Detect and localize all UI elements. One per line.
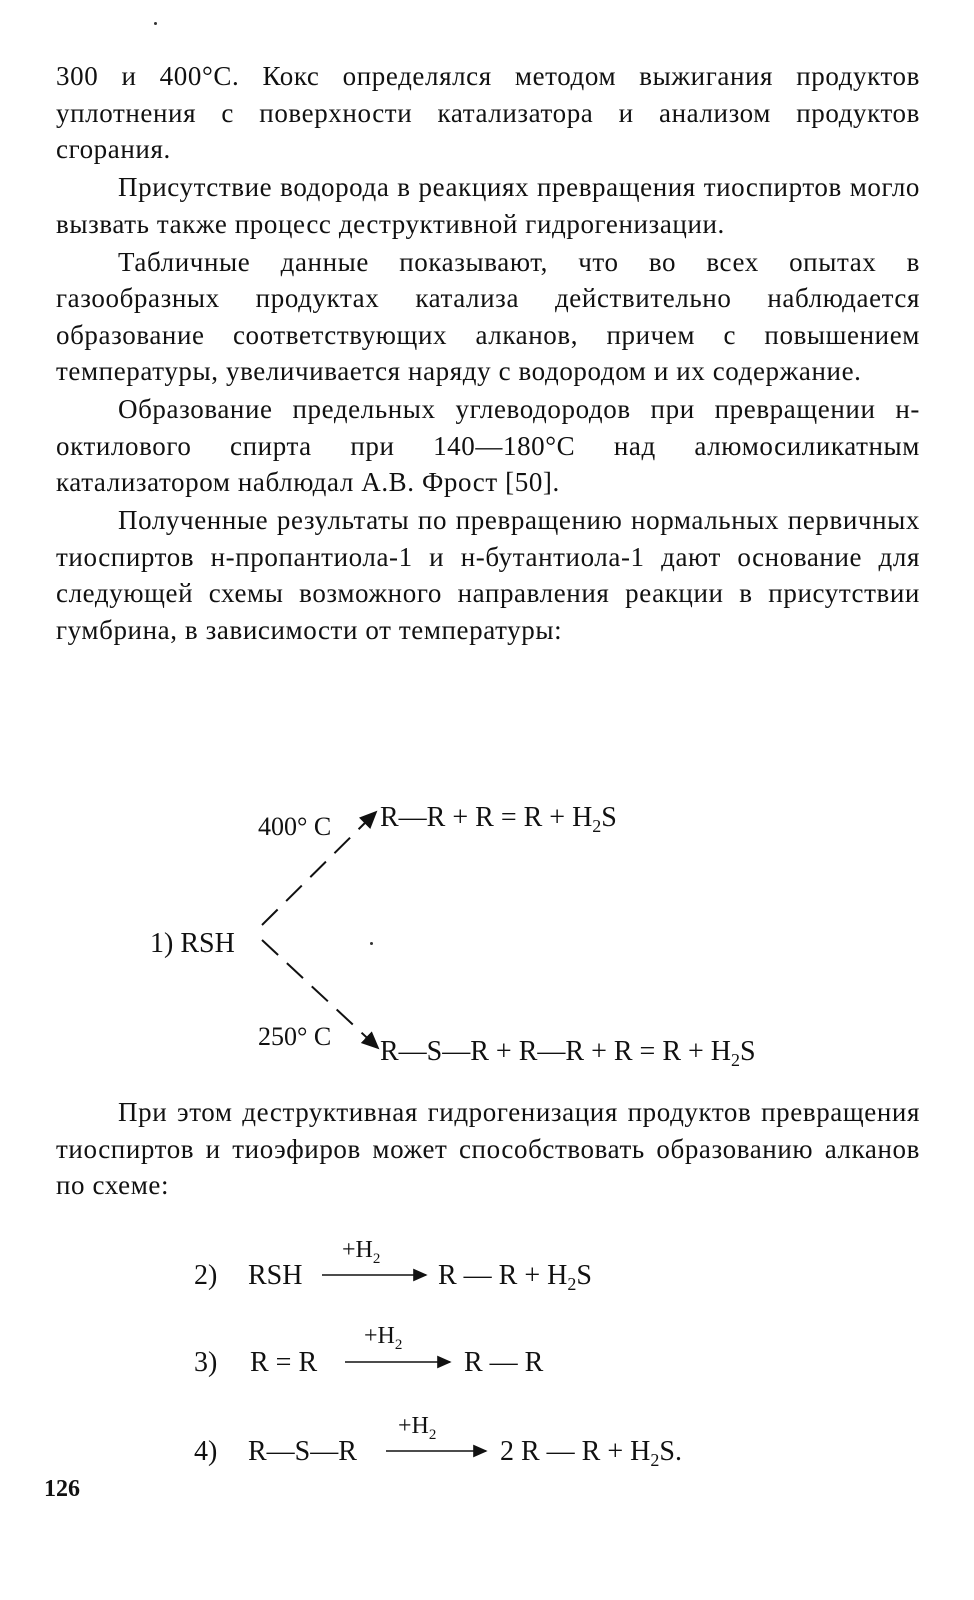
lower-products: R—S—R + R—R + $R = R + H_2S$ <box>380 1036 756 1070</box>
eq3-right: R — R <box>464 1347 544 1378</box>
paragraph-2: Присутствие водорода в реакциях превращения тиоспиртов могло вызвать также процесс деструктивной гидрогенизации. <box>56 172 920 239</box>
eq2-left: RSH <box>248 1260 303 1291</box>
eq4-number: 4) <box>194 1436 218 1467</box>
scheme-1-number: 1) RSH <box>150 928 235 959</box>
eq2-number: 2) <box>194 1260 218 1291</box>
eq4-left: R—S—R <box>248 1436 357 1467</box>
eq4-over: $+H_2$ <box>398 1413 437 1443</box>
eq3-left: R = R <box>250 1347 318 1378</box>
paragraph-4: Образование предельных углеводородов при превращении н- октилового спирта при 140—180°С над алюмосиликатным катализатором наблюдал А.В. Фрост [50]. <box>56 394 920 497</box>
upper-products: R—R + $R = R + H_2S$ <box>380 802 617 836</box>
paragraph-5: Полученные результаты по превращению нормальных первичных тиоспиртов н-пропантиола-1 и н-бутантиола-1 дают основание для следующей схемы возможного направления реакции в присутствии гумбрина, в зависимости от температуры: <box>56 505 920 645</box>
paragraph-3: Табличные данные показывают, что во всех опытах в газообразных продуктах катализа действительно наблюдается образование соответствующих алканов, причем с повышением температуры, увеличивается наряду с водородом и их содержание. <box>56 246 920 386</box>
eq3-number: 3) <box>194 1347 218 1378</box>
paragraph-6: При этом деструктивная гидрогенизация продуктов превращения тиоспиртов и тиоэфиров может способствовать образованию алканов по схеме: <box>56 1097 920 1200</box>
lower-temperature: 250° C <box>258 1022 332 1051</box>
scheme-1-reactant: RSH <box>180 928 235 959</box>
eq3-over: $+H_2$ <box>364 1323 403 1353</box>
speck <box>370 942 373 945</box>
page-number: 126 <box>44 1476 80 1502</box>
speck <box>154 22 157 25</box>
paragraph-1: 300 и 400°С. Кокс определялся методом выжигания продуктов уплотнения с поверхности катализатора и анализом продуктов сгорания. <box>56 61 920 164</box>
eq2-right: R — $R + H_2S$ <box>438 1260 592 1294</box>
upper-temperature: 400° C <box>258 812 332 841</box>
eq4-right: 2 R — $R + H_2S$. <box>500 1436 682 1470</box>
eq2-over: $+H_2$ <box>342 1237 381 1267</box>
